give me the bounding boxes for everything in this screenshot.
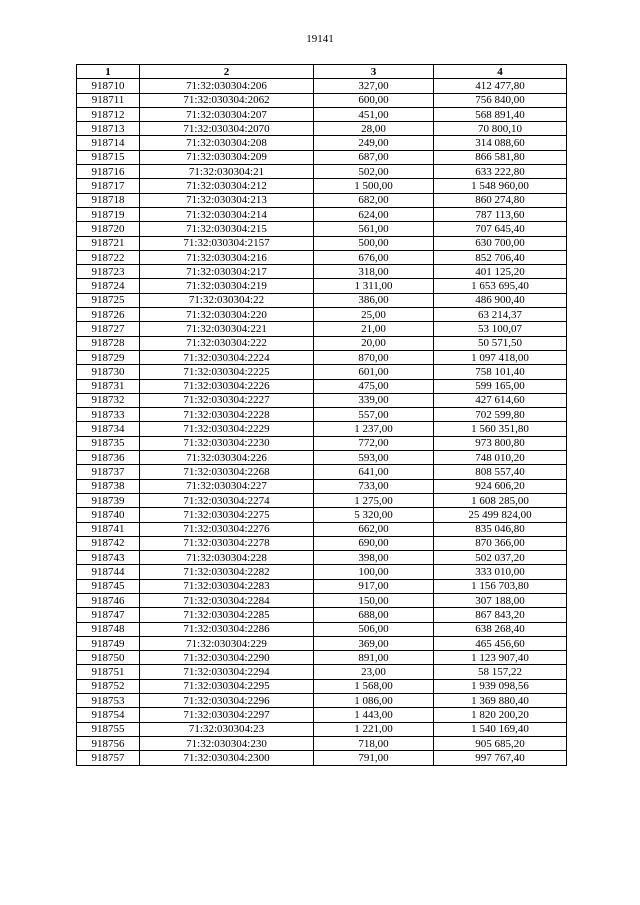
area-cell: 500,00 (314, 236, 434, 250)
table-row (77, 308, 567, 322)
area-cell: 772,00 (314, 436, 434, 450)
value-cell: 502 037,20 (434, 551, 567, 565)
value-cell: 633 222,80 (434, 165, 567, 179)
table-row (77, 565, 567, 579)
table-row (77, 393, 567, 407)
table-row (77, 408, 567, 422)
table-row (77, 79, 567, 93)
value-cell: 707 645,40 (434, 222, 567, 236)
row-number-cell: 918744 (77, 565, 140, 579)
value-cell: 486 900,40 (434, 293, 567, 307)
table-row (77, 579, 567, 593)
row-number-cell: 918721 (77, 236, 140, 250)
cadastral-number-cell: 71:32:030304:2275 (140, 508, 314, 522)
row-number-cell: 918741 (77, 522, 140, 536)
column-header-1: 1 (77, 65, 140, 79)
row-number-cell: 918722 (77, 250, 140, 264)
cadastral-number-cell: 71:32:030304:2290 (140, 651, 314, 665)
value-cell: 465 456,60 (434, 636, 567, 650)
area-cell: 20,00 (314, 336, 434, 350)
table-row (77, 107, 567, 121)
table-row (77, 593, 567, 607)
area-cell: 624,00 (314, 207, 434, 221)
value-cell: 50 571,50 (434, 336, 567, 350)
table-row (77, 250, 567, 264)
cadastral-number-cell: 71:32:030304:227 (140, 479, 314, 493)
header-row (77, 65, 567, 79)
row-number-cell: 918756 (77, 736, 140, 750)
cadastral-number-cell: 71:32:030304:2070 (140, 122, 314, 136)
row-number-cell: 918726 (77, 308, 140, 322)
table-row (77, 708, 567, 722)
table-row (77, 665, 567, 679)
value-cell: 1 820 200,20 (434, 708, 567, 722)
table-row (77, 222, 567, 236)
row-number-cell: 918745 (77, 579, 140, 593)
cadastral-number-cell: 71:32:030304:2225 (140, 365, 314, 379)
table-row (77, 236, 567, 250)
cadastral-number-cell: 71:32:030304:207 (140, 107, 314, 121)
table-row (77, 93, 567, 107)
value-cell: 412 477,80 (434, 79, 567, 93)
table-row (77, 622, 567, 636)
cadastral-number-cell: 71:32:030304:220 (140, 308, 314, 322)
value-cell: 630 700,00 (434, 236, 567, 250)
value-cell: 1 608 285,00 (434, 493, 567, 507)
table-row (77, 122, 567, 136)
cadastral-number-cell: 71:32:030304:2297 (140, 708, 314, 722)
value-cell: 1 653 695,40 (434, 279, 567, 293)
value-cell: 1 097 418,00 (434, 350, 567, 364)
row-number-cell: 918735 (77, 436, 140, 450)
column-header-2: 2 (140, 65, 314, 79)
row-number-cell: 918715 (77, 150, 140, 164)
value-cell: 1 156 703,80 (434, 579, 567, 593)
table-row (77, 493, 567, 507)
cadastral-number-cell: 71:32:030304:209 (140, 150, 314, 164)
cadastral-number-cell: 71:32:030304:226 (140, 451, 314, 465)
area-cell: 600,00 (314, 93, 434, 107)
area-cell: 688,00 (314, 608, 434, 622)
value-cell: 924 606,20 (434, 479, 567, 493)
area-cell: 791,00 (314, 751, 434, 765)
row-number-cell: 918748 (77, 622, 140, 636)
area-cell: 1 237,00 (314, 422, 434, 436)
table-row (77, 179, 567, 193)
value-cell: 25 499 824,00 (434, 508, 567, 522)
row-number-cell: 918734 (77, 422, 140, 436)
area-cell: 891,00 (314, 651, 434, 665)
row-number-cell: 918743 (77, 551, 140, 565)
row-number-cell: 918751 (77, 665, 140, 679)
row-number-cell: 918711 (77, 93, 140, 107)
value-cell: 852 706,40 (434, 250, 567, 264)
row-number-cell: 918753 (77, 694, 140, 708)
table-row (77, 636, 567, 650)
cadastral-number-cell: 71:32:030304:2286 (140, 622, 314, 636)
row-number-cell: 918733 (77, 408, 140, 422)
table-header (77, 65, 567, 79)
row-number-cell: 918757 (77, 751, 140, 765)
value-cell: 702 599,80 (434, 408, 567, 422)
cadastral-number-cell: 71:32:030304:222 (140, 336, 314, 350)
area-cell: 593,00 (314, 451, 434, 465)
value-cell: 314 088,60 (434, 136, 567, 150)
value-cell: 1 123 907,40 (434, 651, 567, 665)
area-cell: 475,00 (314, 379, 434, 393)
row-number-cell: 918755 (77, 722, 140, 736)
cadastral-number-cell: 71:32:030304:2229 (140, 422, 314, 436)
table-row (77, 336, 567, 350)
table-row (77, 365, 567, 379)
cadastral-number-cell: 71:32:030304:229 (140, 636, 314, 650)
area-cell: 386,00 (314, 293, 434, 307)
area-cell: 682,00 (314, 193, 434, 207)
value-cell: 867 843,20 (434, 608, 567, 622)
cadastral-number-cell: 71:32:030304:213 (140, 193, 314, 207)
area-cell: 318,00 (314, 265, 434, 279)
table-row (77, 265, 567, 279)
area-cell: 339,00 (314, 393, 434, 407)
area-cell: 398,00 (314, 551, 434, 565)
row-number-cell: 918728 (77, 336, 140, 350)
table-row (77, 522, 567, 536)
value-cell: 427 614,60 (434, 393, 567, 407)
table-row (77, 293, 567, 307)
area-cell: 249,00 (314, 136, 434, 150)
row-number-cell: 918732 (77, 393, 140, 407)
cadastral-number-cell: 71:32:030304:2294 (140, 665, 314, 679)
cadastral-number-cell: 71:32:030304:212 (140, 179, 314, 193)
row-number-cell: 918749 (77, 636, 140, 650)
cadastral-number-cell: 71:32:030304:2278 (140, 536, 314, 550)
area-cell: 662,00 (314, 522, 434, 536)
cadastral-number-cell: 71:32:030304:217 (140, 265, 314, 279)
cadastral-number-cell: 71:32:030304:2296 (140, 694, 314, 708)
value-cell: 758 101,40 (434, 365, 567, 379)
table-row (77, 193, 567, 207)
area-cell: 21,00 (314, 322, 434, 336)
value-cell: 756 840,00 (434, 93, 567, 107)
table-row (77, 436, 567, 450)
value-cell: 58 157,22 (434, 665, 567, 679)
row-number-cell: 918713 (77, 122, 140, 136)
row-number-cell: 918724 (77, 279, 140, 293)
area-cell: 23,00 (314, 665, 434, 679)
table-row (77, 136, 567, 150)
area-cell: 150,00 (314, 593, 434, 607)
area-cell: 25,00 (314, 308, 434, 322)
area-cell: 917,00 (314, 579, 434, 593)
table-row (77, 350, 567, 364)
area-cell: 100,00 (314, 565, 434, 579)
area-cell: 601,00 (314, 365, 434, 379)
cadastral-number-cell: 71:32:030304:2062 (140, 93, 314, 107)
table-row (77, 722, 567, 736)
area-cell: 451,00 (314, 107, 434, 121)
cadastral-number-cell: 71:32:030304:2284 (140, 593, 314, 607)
row-number-cell: 918727 (77, 322, 140, 336)
table-row (77, 322, 567, 336)
value-cell: 63 214,37 (434, 308, 567, 322)
value-cell: 599 165,00 (434, 379, 567, 393)
cadastral-number-cell: 71:32:030304:2230 (140, 436, 314, 450)
area-cell: 718,00 (314, 736, 434, 750)
value-cell: 866 581,80 (434, 150, 567, 164)
row-number-cell: 918723 (77, 265, 140, 279)
cadastral-number-cell: 71:32:030304:206 (140, 79, 314, 93)
table-row (77, 465, 567, 479)
row-number-cell: 918738 (77, 479, 140, 493)
area-cell: 1 568,00 (314, 679, 434, 693)
value-cell: 808 557,40 (434, 465, 567, 479)
cadastral-number-cell: 71:32:030304:214 (140, 207, 314, 221)
cadastral-number-cell: 71:32:030304:2268 (140, 465, 314, 479)
value-cell: 973 800,80 (434, 436, 567, 450)
cadastral-number-cell: 71:32:030304:2227 (140, 393, 314, 407)
cadastral-number-cell: 71:32:030304:230 (140, 736, 314, 750)
cadastral-number-cell: 71:32:030304:2282 (140, 565, 314, 579)
value-cell: 1 548 960,00 (434, 179, 567, 193)
area-cell: 1 275,00 (314, 493, 434, 507)
row-number-cell: 918730 (77, 365, 140, 379)
row-number-cell: 918747 (77, 608, 140, 622)
area-cell: 502,00 (314, 165, 434, 179)
value-cell: 870 366,00 (434, 536, 567, 550)
value-cell: 787 113,60 (434, 207, 567, 221)
cadastral-number-cell: 71:32:030304:208 (140, 136, 314, 150)
area-cell: 733,00 (314, 479, 434, 493)
row-number-cell: 918742 (77, 536, 140, 550)
table-row (77, 608, 567, 622)
value-cell: 835 046,80 (434, 522, 567, 536)
table-row (77, 422, 567, 436)
value-cell: 748 010,20 (434, 451, 567, 465)
row-number-cell: 918710 (77, 79, 140, 93)
cadastral-number-cell: 71:32:030304:2224 (140, 350, 314, 364)
area-cell: 5 320,00 (314, 508, 434, 522)
cadastral-number-cell: 71:32:030304:219 (140, 279, 314, 293)
area-cell: 506,00 (314, 622, 434, 636)
area-cell: 676,00 (314, 250, 434, 264)
cadastral-number-cell: 71:32:030304:2300 (140, 751, 314, 765)
cadastral-number-cell: 71:32:030304:23 (140, 722, 314, 736)
cadastral-number-cell: 71:32:030304:221 (140, 322, 314, 336)
row-number-cell: 918752 (77, 679, 140, 693)
area-cell: 1 443,00 (314, 708, 434, 722)
value-cell: 333 010,00 (434, 565, 567, 579)
area-cell: 28,00 (314, 122, 434, 136)
row-number-cell: 918746 (77, 593, 140, 607)
cadastral-number-cell: 71:32:030304:2226 (140, 379, 314, 393)
row-number-cell: 918739 (77, 493, 140, 507)
area-cell: 870,00 (314, 350, 434, 364)
value-cell: 53 100,07 (434, 322, 567, 336)
value-cell: 997 767,40 (434, 751, 567, 765)
row-number-cell: 918725 (77, 293, 140, 307)
value-cell: 1 939 098,56 (434, 679, 567, 693)
area-cell: 1 086,00 (314, 694, 434, 708)
cadastral-number-cell: 71:32:030304:2285 (140, 608, 314, 622)
value-cell: 1 369 880,40 (434, 694, 567, 708)
table-row (77, 536, 567, 550)
cadastral-number-cell: 71:32:030304:22 (140, 293, 314, 307)
value-cell: 568 891,40 (434, 107, 567, 121)
register-table (76, 64, 567, 766)
area-cell: 1 500,00 (314, 179, 434, 193)
row-number-cell: 918717 (77, 179, 140, 193)
row-number-cell: 918754 (77, 708, 140, 722)
area-cell: 557,00 (314, 408, 434, 422)
row-number-cell: 918729 (77, 350, 140, 364)
row-number-cell: 918736 (77, 451, 140, 465)
cadastral-number-cell: 71:32:030304:2157 (140, 236, 314, 250)
area-cell: 327,00 (314, 79, 434, 93)
area-cell: 369,00 (314, 636, 434, 650)
value-cell: 70 800,10 (434, 122, 567, 136)
cadastral-number-cell: 71:32:030304:2295 (140, 679, 314, 693)
table-row (77, 508, 567, 522)
cadastral-number-cell: 71:32:030304:215 (140, 222, 314, 236)
cadastral-number-cell: 71:32:030304:2283 (140, 579, 314, 593)
cadastral-number-cell: 71:32:030304:2274 (140, 493, 314, 507)
row-number-cell: 918737 (77, 465, 140, 479)
area-cell: 561,00 (314, 222, 434, 236)
table-row (77, 479, 567, 493)
table-row (77, 651, 567, 665)
table-row (77, 551, 567, 565)
row-number-cell: 918750 (77, 651, 140, 665)
row-number-cell: 918731 (77, 379, 140, 393)
table-row (77, 150, 567, 164)
value-cell: 905 685,20 (434, 736, 567, 750)
page-number: 19141 (306, 33, 334, 45)
cadastral-number-cell: 71:32:030304:21 (140, 165, 314, 179)
cadastral-number-cell: 71:32:030304:228 (140, 551, 314, 565)
table-row (77, 451, 567, 465)
table-row (77, 751, 567, 765)
area-cell: 641,00 (314, 465, 434, 479)
value-cell: 1 540 169,40 (434, 722, 567, 736)
column-header-3: 3 (314, 65, 434, 79)
row-number-cell: 918718 (77, 193, 140, 207)
area-cell: 690,00 (314, 536, 434, 550)
table-row (77, 679, 567, 693)
row-number-cell: 918719 (77, 207, 140, 221)
value-cell: 401 125,20 (434, 265, 567, 279)
area-cell: 687,00 (314, 150, 434, 164)
value-cell: 638 268,40 (434, 622, 567, 636)
table-row (77, 279, 567, 293)
cadastral-number-cell: 71:32:030304:216 (140, 250, 314, 264)
row-number-cell: 918720 (77, 222, 140, 236)
table-row (77, 694, 567, 708)
row-number-cell: 918712 (77, 107, 140, 121)
row-number-cell: 918740 (77, 508, 140, 522)
table-row (77, 165, 567, 179)
value-cell: 307 188,00 (434, 593, 567, 607)
area-cell: 1 221,00 (314, 722, 434, 736)
table-row (77, 207, 567, 221)
value-cell: 860 274,80 (434, 193, 567, 207)
cadastral-number-cell: 71:32:030304:2276 (140, 522, 314, 536)
table-row (77, 379, 567, 393)
row-number-cell: 918714 (77, 136, 140, 150)
area-cell: 1 311,00 (314, 279, 434, 293)
table-row (77, 736, 567, 750)
table-body (77, 79, 567, 765)
column-header-4: 4 (434, 65, 567, 79)
value-cell: 1 560 351,80 (434, 422, 567, 436)
cadastral-number-cell: 71:32:030304:2228 (140, 408, 314, 422)
row-number-cell: 918716 (77, 165, 140, 179)
